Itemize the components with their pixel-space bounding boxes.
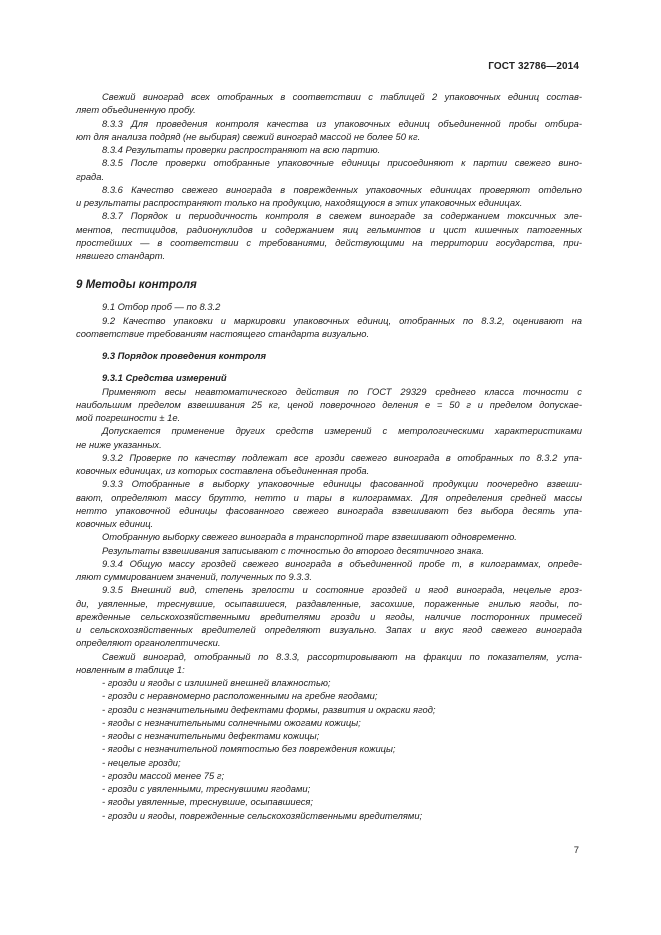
text-line: простейших — в соответствии с требованиями, действующими на территории государства, при-: [76, 236, 582, 248]
list-item: - нецелые грозди;: [102, 756, 181, 768]
list-item: - грозди с увяленными, треснувшими ягодами;: [102, 783, 311, 794]
text-line: мой погрешности ± 1e.: [76, 412, 181, 423]
text-line: врежденные сельскохозяйственными вредителями грозди и ягоды, наличие посторонних примесей: [76, 610, 582, 622]
text-line: ляют суммированием значений, полученных по 9.3.3.: [76, 571, 312, 582]
list-item: - грозди и ягоды, поврежденные сельскохозяйственными вредителями;: [102, 809, 423, 821]
text-line: града.: [76, 170, 105, 182]
list-item: - грозди с неравномерно расположенными на гребне ягодами;: [102, 690, 378, 702]
text-line: 9.3.5 Внешний вид, степень зрелости и состояние гроздей и ягод винограда, нецелые грoз-: [102, 584, 582, 596]
page-number: 7: [573, 845, 579, 856]
list-item: - ягоды с незначительной помятостью без повреждения кожицы;: [102, 743, 396, 755]
document-header: ГОСТ 32786—2014: [488, 61, 579, 72]
list-item: - грозди с незначительными дефектами формы, развития и окраски ягод;: [102, 703, 436, 715]
text-line: нетто упаковочной единицы фасованного свежего винограда взвешивают без выбора десять упа-: [76, 504, 582, 516]
list-item: - ягоды с незначительными солнечными ожогами кожицы;: [102, 716, 361, 728]
text-line: и сельскохозяйственных вредителей определяют визуально. Запах и вкус ягод свежего винограда: [76, 624, 582, 635]
text-line: 9.2 Качество упаковки и маркировки упаковочных единиц, отобранных по 8.3.2, оценивают на: [102, 314, 582, 326]
text-line: Результаты взвешивания записывают с точностью до второго десятичного знака.: [102, 544, 484, 556]
subsection-heading: 9.3 Порядок проведения контроля: [102, 350, 266, 361]
text-line: ментов, пестицидов, радионуклидов и содержанием яиц гельминтов и цист кишечных патогенных: [76, 223, 582, 235]
text-line: наибольшим пределом взвешивания 25 кг, ценой поверочного деления e = 50 г и пределом допускае-: [76, 398, 582, 410]
text-line: Применяют весы неавтоматического действия по ГОСТ 29329 среднего класса точности с: [102, 385, 582, 397]
text-line: соответствие требованиям настоящего стандарта визуально.: [76, 327, 370, 339]
list-item: - грозди и ягоды с излишней внешней влажностью;: [102, 677, 331, 688]
list-item: - грозди массой менее 75 г;: [102, 769, 225, 781]
text-line: не ниже указанных.: [76, 438, 162, 450]
text-line: ют для анализа подряд (не выбирая) свежий виноград массой не более 50 кг.: [76, 130, 421, 142]
text-line: 9.3.4 Общую массу гроздей свежего винограда в объединенной пробе m, в килограммах, опреде-: [102, 557, 582, 569]
text-line: Свежий виноград всех отобранных в соответствии с таблицей 2 упаковочных единиц состав-: [102, 91, 582, 102]
text-line: 9.3.3 Отобранные в выборку упаковочные единицы фасованной продукции поочередно взвеши-: [102, 478, 582, 490]
text-line: вают, определяют массу брутто, нетто и тары в килограммах. Для определения средней массы: [76, 491, 582, 503]
text-line: Отобранную выборку свежего винограда в транспортной таре взвешивают одновременно.: [102, 531, 517, 543]
text-line: Свежий виноград, отобранный по 8.3.3, рассортировывают на фракции по показателям, уста-: [102, 650, 582, 662]
document-body: [76, 90, 582, 822]
text-line: 9.1 Отбор проб — по 8.3.2: [102, 301, 221, 313]
text-line: ди, увяленные, треснувшие, осыпавшиеся, раздавленные, засохшие, пораженные гнилью ягоды, по-: [76, 597, 582, 609]
list-item: - ягоды увяленные, треснувшие, осыпавшиеся;: [102, 796, 314, 808]
text-line: 9.3.1 Средства измерений: [102, 372, 227, 384]
text-line: 8.3.7 Порядок и периодичность контроля в свежем винограде за содержанием токсичных эле-: [102, 210, 582, 222]
text-line: ковочных единиц.: [76, 518, 154, 529]
list-item: - ягоды с незначительными дефектами кожицы;: [102, 730, 320, 741]
text-line: 8.3.3 Для проведения контроля качества из упаковочных единиц объединенной пробы отбира-: [102, 117, 582, 129]
text-line: Допускается применение других средств измерений с метрологическими характеристиками: [102, 425, 582, 437]
text-line: 8.3.5 После проверки отобранные упаковочные единицы присоединяют к партии свежего вино-: [102, 157, 582, 169]
text-line: определяют органолептически.: [76, 637, 221, 649]
text-line: 8.3.4 Результаты проверки распространяют на всю партию.: [102, 144, 381, 155]
section-heading: 9 Методы контроля: [76, 279, 197, 292]
text-line: новленным в таблице 1:: [76, 663, 185, 675]
text-line: ляет объединенную пробу.: [76, 104, 196, 116]
text-line: ковочных единицах, из которых составлена объединенная проба.: [76, 465, 370, 476]
text-line: 9.3.2 Проверке по качеству подлежат все грозди свежего винограда в отобранных по 8.3.2 упа-: [102, 451, 582, 463]
text-line: нявшего стандарт.: [76, 250, 166, 261]
text-line: 8.3.6 Качество свежего винограда в поврежденных упаковочных единицах проверяют отдельно: [102, 183, 582, 195]
text-line: и результаты распространяют только на продукцию, находящуюся в этих упаковочных единицах.: [76, 197, 523, 208]
